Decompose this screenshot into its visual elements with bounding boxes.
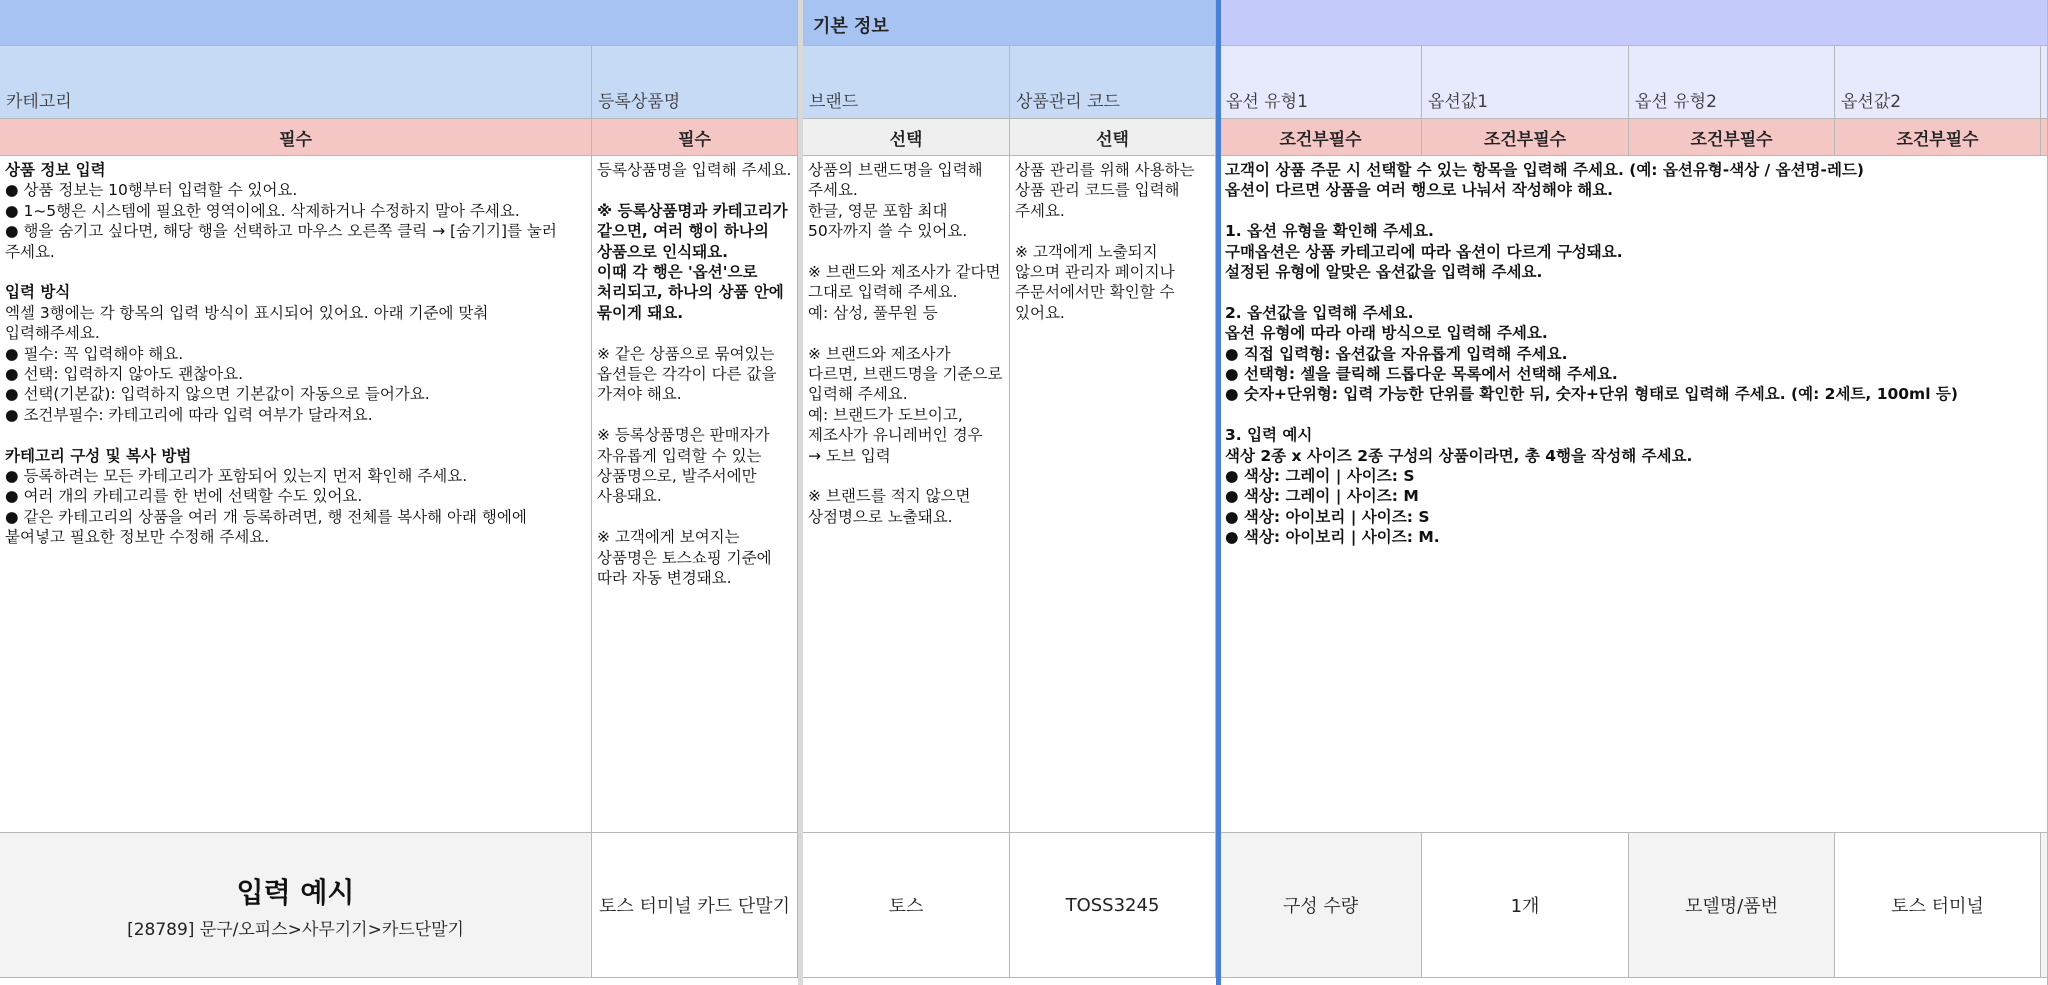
desc-line: 처리되고, 하나의 상품 안에 xyxy=(597,283,784,302)
desc-line: 50자까지 쓸 수 있어요. xyxy=(808,222,968,241)
desc-line: 옵션 유형에 따라 아래 방식으로 입력해 주세요. xyxy=(1225,324,1548,343)
column-separator xyxy=(798,0,803,985)
desc-line: ● 선택(기본값): 입력하지 않으면 기본값이 자동으로 들어가요. xyxy=(5,385,430,404)
desc-line xyxy=(597,507,792,527)
desc-line: 주문서에서만 확인할 수 xyxy=(1015,283,1175,302)
desc-line xyxy=(1015,221,1210,241)
req-product-code[interactable]: 선택 xyxy=(1010,119,1216,156)
desc-line xyxy=(808,466,1004,486)
header-brand[interactable] xyxy=(803,46,1010,119)
header-option-value1-label: 옵션값1 xyxy=(1428,92,1489,112)
desc-line: 1. 옵션 유형을 확인해 주세요. xyxy=(1225,222,1434,241)
desc-line xyxy=(1225,282,2042,302)
desc-line xyxy=(5,262,586,282)
group-header-left[interactable] xyxy=(0,0,798,46)
example-option-value2[interactable]: 토스 터미널 xyxy=(1835,833,2041,978)
header-brand-label: 브랜드 xyxy=(809,92,859,112)
header-product-name[interactable] xyxy=(592,46,798,119)
desc-product-name[interactable] xyxy=(592,156,798,833)
desc-line: ● 조건부필수: 카테고리에 따라 입력 여부가 달라져요. xyxy=(5,405,373,424)
example-category-path: [28789] 문구/오피스>사무기기>카드단말기 xyxy=(127,919,464,940)
desc-line xyxy=(597,405,792,425)
header-option-type1-label: 옵션 유형1 xyxy=(1226,92,1308,112)
desc-line: 주세요. xyxy=(5,242,55,261)
desc-line: 구매옵션은 상품 카테고리에 따라 옵션이 다르게 구성돼요. xyxy=(1225,242,1623,261)
desc-line: ● 색상: 아이보리 | 사이즈: M. xyxy=(1225,528,1440,547)
desc-line: 이때 각 행은 '옵션'으로 xyxy=(597,263,758,282)
header-next-column[interactable] xyxy=(2041,46,2048,119)
desc-line: ● 숫자+단위형: 입력 가능한 단위를 확인한 뒤, 숫자+단위 형태로 입력해 주세요. (예: 2세트, 100ml 등) xyxy=(1225,385,1958,404)
desc-line: 상품 정보 입력 xyxy=(5,161,106,179)
desc-line: 그대로 입력해 주세요. xyxy=(808,283,958,302)
desc-line: ● 같은 카테고리의 상품을 여러 개 등록하려면, 행 전체를 복사해 아래 행에에 xyxy=(5,507,527,526)
desc-line: ※ 브랜드를 적지 않으면 xyxy=(808,487,971,506)
header-option-value2-label: 옵션값2 xyxy=(1841,92,1902,112)
desc-line: ※ 등록상품명은 판매자가 xyxy=(597,426,770,445)
desc-line: 상품으로 인식돼요. xyxy=(597,242,729,261)
desc-line: ※ 고객에게 노출되지 xyxy=(1015,242,1158,261)
header-product-name-label: 등록상품명 xyxy=(598,92,681,112)
desc-line: ● 직접 입력형: 옵션값을 자유롭게 입력해 주세요. xyxy=(1225,344,1568,363)
frozen-column-divider xyxy=(1216,0,1221,985)
desc-line: 입력해주세요. xyxy=(5,324,100,343)
desc-options[interactable] xyxy=(1220,156,2048,833)
desc-line: 가져야 해요. xyxy=(597,385,682,404)
desc-line: 주세요. xyxy=(808,181,858,200)
desc-line: 상품 관리를 위해 사용하는 xyxy=(1015,161,1195,179)
desc-line: 상품명은 토스쇼핑 기준에 xyxy=(597,548,772,567)
desc-line: ● 1~5행은 시스템에 필요한 영역이에요. 삭제하거나 수정하지 말아 주세요. xyxy=(5,201,520,220)
desc-line: 붙여넣고 필요한 정보만 수정해 주세요. xyxy=(5,528,270,547)
desc-line: 입력 방식 xyxy=(5,283,71,302)
desc-line: ※ 브랜드와 제조사가 같다면 xyxy=(808,263,1001,282)
req-option-type2[interactable]: 조건부필수 xyxy=(1629,119,1835,156)
desc-line: 엑셀 3행에는 각 항목의 입력 방식이 표시되어 있어요. 아래 기준에 맞춰 xyxy=(5,303,489,322)
desc-line xyxy=(597,180,792,200)
desc-line: ※ 등록상품명과 카테고리가 xyxy=(597,201,788,220)
header-category[interactable] xyxy=(0,46,592,119)
desc-line: 고객이 상품 주문 시 선택할 수 있는 항목을 입력해 주세요. (예: 옵션유형-색상 / 옵션명-레드) xyxy=(1225,161,1864,179)
example-title: 입력 예시 xyxy=(236,875,355,909)
desc-line: 옵션이 다르면 상품을 여러 행으로 나눠서 작성해야 해요. xyxy=(1225,181,1614,200)
desc-line: ※ 고객에게 보여지는 xyxy=(597,528,740,547)
desc-line xyxy=(808,242,1004,262)
desc-line: ● 상품 정보는 10행부터 입력할 수 있어요. xyxy=(5,181,298,200)
example-option-type1[interactable]: 구성 수량 xyxy=(1220,833,1422,978)
next-row[interactable] xyxy=(0,978,2048,985)
desc-line: → 도브 입력 xyxy=(808,446,891,465)
desc-line: 설정된 유형에 알맞은 옵션값을 입력해 주세요. xyxy=(1225,263,1543,282)
desc-line: 한글, 영문 포함 최대 xyxy=(808,201,948,220)
req-category[interactable]: 필수 xyxy=(0,119,592,156)
example-category[interactable] xyxy=(0,833,592,978)
req-option-value2[interactable]: 조건부필수 xyxy=(1835,119,2041,156)
desc-line: ● 필수: 꼭 입력해야 해요. xyxy=(5,344,184,363)
example-product-name[interactable]: 토스 터미널 카드 단말기 xyxy=(592,833,798,978)
header-option-type1[interactable] xyxy=(1220,46,1422,119)
desc-product-code[interactable] xyxy=(1010,156,1216,833)
desc-brand[interactable] xyxy=(803,156,1010,833)
desc-line: ● 색상: 그레이 | 사이즈: S xyxy=(1225,467,1415,486)
desc-line: 2. 옵션값을 입력해 주세요. xyxy=(1225,303,1414,322)
desc-line: 예: 브랜드가 도브이고, xyxy=(808,405,963,424)
desc-category[interactable] xyxy=(0,156,592,833)
desc-line xyxy=(1225,201,2042,221)
desc-line: ● 행을 숨기고 싶다면, 해당 행을 선택하고 마우스 오른쪽 클릭 → [숨기기]를 눌러 xyxy=(5,222,557,241)
header-option-type2[interactable] xyxy=(1629,46,1835,119)
desc-line xyxy=(5,425,586,445)
desc-line: ● 등록하려는 모든 카테고리가 포함되어 있는지 먼저 확인해 주세요. xyxy=(5,467,468,486)
desc-line: 다르면, 브랜드명을 기준으로 xyxy=(808,365,1003,384)
desc-line: 상품명으로, 발주서에만 xyxy=(597,467,757,486)
req-brand[interactable]: 선택 xyxy=(803,119,1010,156)
desc-line xyxy=(597,323,792,343)
desc-line: 등록상품명을 입력해 주세요. xyxy=(597,161,792,179)
req-option-type1[interactable]: 조건부필수 xyxy=(1220,119,1422,156)
desc-line: 사용돼요. xyxy=(597,487,662,506)
req-next-column[interactable] xyxy=(2041,119,2048,156)
desc-line: ※ 같은 상품으로 묶여있는 xyxy=(597,344,775,363)
desc-line: ● 여러 개의 카테고리를 한 번에 선택할 수도 있어요. xyxy=(5,487,363,506)
desc-line: 자유롭게 입력할 수 있는 xyxy=(597,446,762,465)
desc-line: 같으면, 여러 행이 하나의 xyxy=(597,222,769,241)
desc-line: 상품 관리 코드를 입력해 xyxy=(1015,181,1180,200)
desc-line: ※ 브랜드와 제조사가 xyxy=(808,344,951,363)
header-product-code[interactable] xyxy=(1010,46,1216,119)
header-option-value1[interactable] xyxy=(1422,46,1629,119)
desc-line: 상점명으로 노출돼요. xyxy=(808,507,953,526)
header-product-code-label: 상품관리 코드 xyxy=(1016,92,1120,112)
desc-line: ● 색상: 그레이 | 사이즈: M xyxy=(1225,487,1419,506)
header-option-value2[interactable] xyxy=(1835,46,2041,119)
desc-line: 묶이게 돼요. xyxy=(597,303,684,322)
group-title-basic-info: 기본 정보 xyxy=(813,16,889,37)
desc-line: 입력해 주세요. xyxy=(808,385,908,404)
desc-line: ● 선택형: 셀을 클릭해 드롭다운 목록에서 선택해 주세요. xyxy=(1225,365,1618,384)
desc-line: 따라 자동 변경돼요. xyxy=(597,569,732,588)
desc-line: 제조사가 유니레버인 경우 xyxy=(808,426,983,445)
desc-line: 있어요. xyxy=(1015,303,1065,322)
desc-line: ● 선택: 입력하지 않아도 괜찮아요. xyxy=(5,365,244,384)
example-option-value1[interactable]: 1개 xyxy=(1422,833,1629,978)
desc-line: 카테고리 구성 및 복사 방법 xyxy=(5,446,192,465)
req-product-name[interactable]: 필수 xyxy=(592,119,798,156)
desc-line xyxy=(808,323,1004,343)
example-option-type2[interactable]: 모델명/품번 xyxy=(1629,833,1835,978)
req-option-value1[interactable]: 조건부필수 xyxy=(1422,119,1629,156)
desc-line: ● 색상: 아이보리 | 사이즈: S xyxy=(1225,507,1430,526)
header-category-label: 카테고리 xyxy=(6,92,72,112)
desc-line: 예: 삼성, 풀무원 등 xyxy=(808,303,938,322)
example-brand[interactable]: 토스 xyxy=(803,833,1010,978)
group-header-basic-info[interactable] xyxy=(803,0,1216,46)
desc-line: 옵션들은 각각이 다른 값을 xyxy=(597,365,777,384)
example-product-code[interactable]: TOSS3245 xyxy=(1010,833,1216,978)
desc-line: 않으며 관리자 페이지나 xyxy=(1015,263,1175,282)
desc-line: 주세요. xyxy=(1015,201,1065,220)
desc-line xyxy=(1225,405,2042,425)
desc-line: 상품의 브랜드명을 입력해 xyxy=(808,161,983,179)
example-next-column[interactable] xyxy=(2041,833,2048,978)
group-header-options[interactable] xyxy=(1220,0,2048,46)
desc-line: 색상 2종 x 사이즈 2종 구성의 상품이라면, 총 4행을 작성해 주세요. xyxy=(1225,446,1693,465)
desc-line: 3. 입력 예시 xyxy=(1225,426,1313,445)
header-option-type2-label: 옵션 유형2 xyxy=(1635,92,1717,112)
